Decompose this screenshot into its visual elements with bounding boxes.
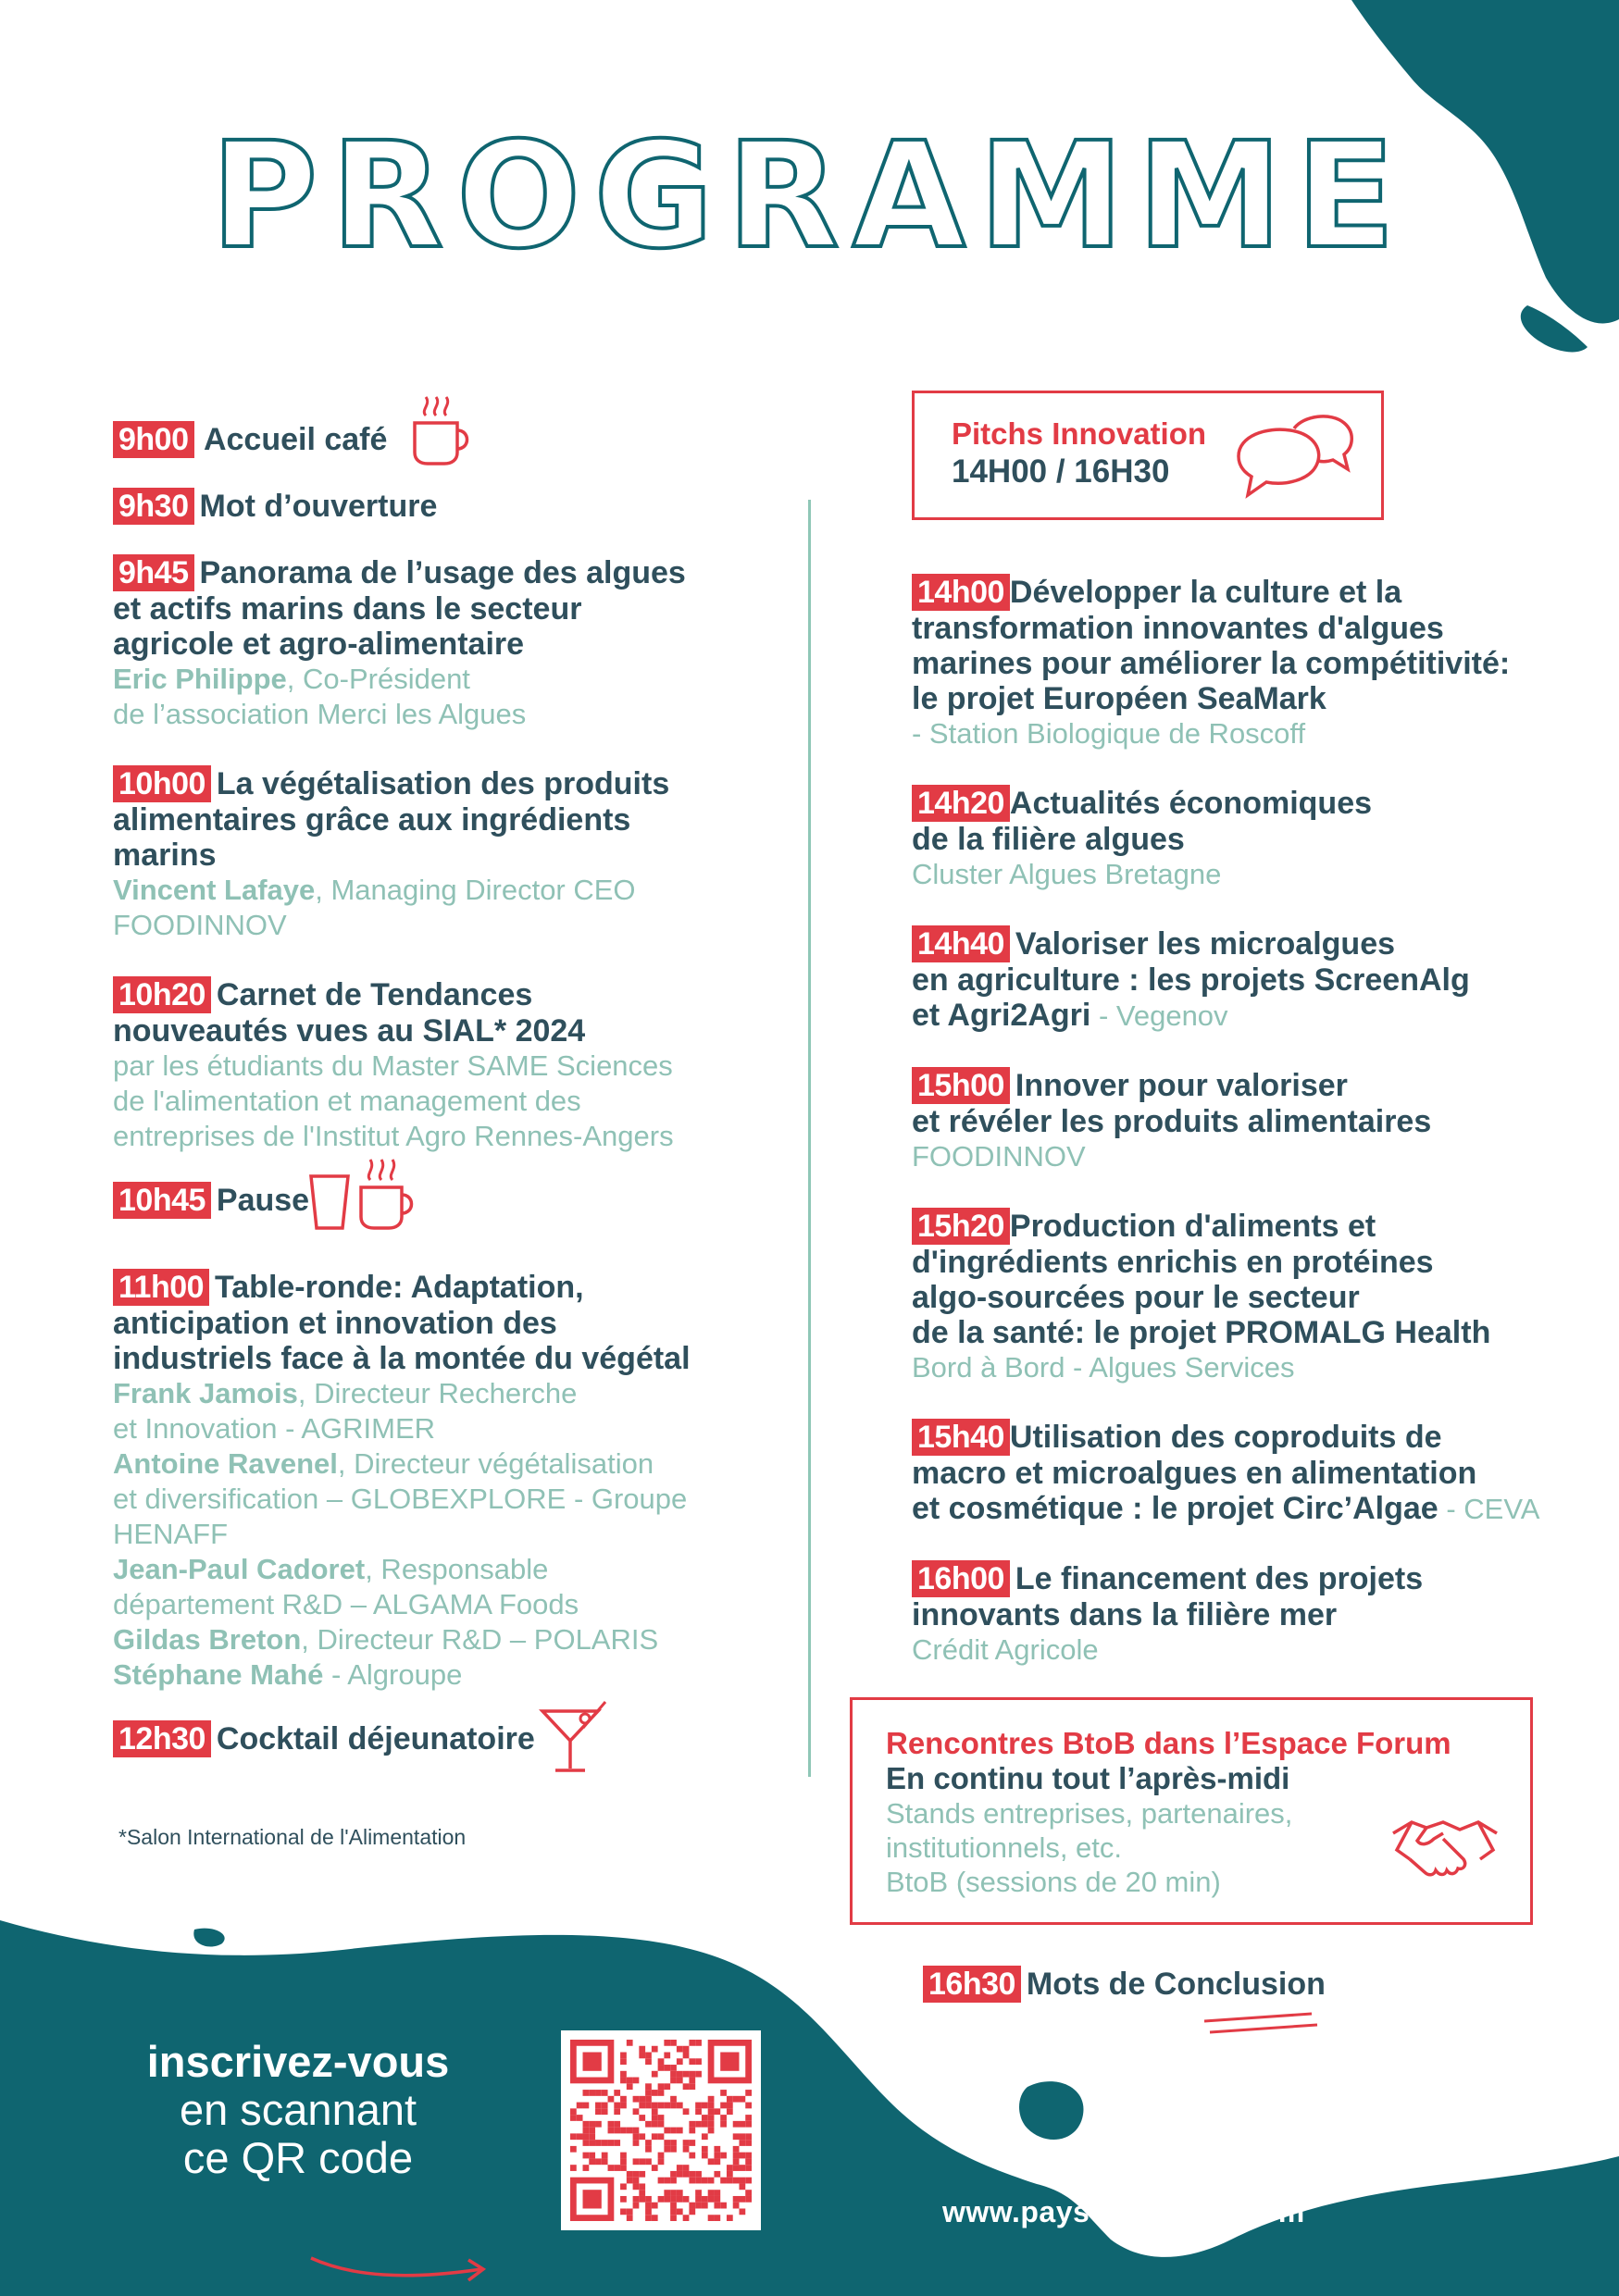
- speaker-role: HENAFF: [113, 1518, 228, 1550]
- item-title-line: industriels face à la montée du végétal: [113, 1341, 691, 1376]
- item-title: Mot d’ouverture: [199, 489, 438, 524]
- item-title-line: Valoriser les microalgues: [1015, 926, 1396, 962]
- organisation: - Station Biologique de Roscoff: [912, 717, 1306, 750]
- btob-title: Rencontres BtoB dans l’Espace Forum: [886, 1726, 1451, 1760]
- afternoon-schedule: [912, 574, 1560, 1668]
- time-badge: 10h45: [113, 1182, 211, 1219]
- item-title-line: Utilisation des coproduits de: [1009, 1420, 1442, 1455]
- organisation: Bord à Bord - Algues Services: [912, 1351, 1295, 1384]
- item-title-line: et Agri2Agri: [912, 998, 1091, 1033]
- item-title-line: alimentaires grâce aux ingrédients: [113, 802, 631, 838]
- item-title-line: de la filière algues: [912, 822, 1185, 857]
- btob-detail: BtoB (sessions de 20 min): [886, 1866, 1221, 1898]
- time-badge: 16h00: [912, 1560, 1010, 1597]
- qr-code-pattern: [570, 2040, 752, 2221]
- item-title-line: marins: [113, 838, 217, 873]
- item-title-line: Développer la culture et la: [1009, 575, 1402, 610]
- speaker-name: Jean-Paul Cadoret: [113, 1553, 366, 1585]
- schedule-item-14h40: [912, 925, 1560, 1034]
- speaker-role: et diversification – GLOBEXPLORE - Groupe: [113, 1483, 688, 1515]
- speaker-role: , Managing Director CEO: [315, 874, 636, 906]
- cta-line: inscrivez-vous: [146, 2037, 450, 2086]
- speaker-role: de l'alimentation et management des: [113, 1085, 581, 1117]
- item-title-line: et cosmétique : le projet Circ’Algae: [912, 1491, 1438, 1526]
- speaker-name: Stéphane Mahé: [113, 1658, 324, 1691]
- speaker-role: , Directeur R&D – POLARIS: [301, 1623, 659, 1656]
- speaker-role: , Directeur Recherche: [297, 1377, 578, 1409]
- time-badge: 12h30: [113, 1720, 211, 1757]
- schedule-item-11h00: [113, 1269, 742, 1693]
- speaker-name: Antoine Ravenel: [113, 1447, 338, 1480]
- schedule-item-9h00: [113, 421, 742, 458]
- time-badge: 10h00: [113, 765, 211, 802]
- speaker-role: de l’association Merci les Algues: [113, 698, 527, 730]
- item-title-line: d'ingrédients enrichis en protéines: [912, 1245, 1434, 1280]
- speaker-role: et Innovation - AGRIMER: [113, 1412, 436, 1445]
- register-call-to-action: [104, 2038, 492, 2182]
- footnote: *Salon International de l'Alimentation: [118, 1825, 467, 1849]
- speech-bubbles-icon: [1229, 410, 1359, 503]
- time-badge: 9h45: [113, 554, 194, 591]
- time-badge: 14h20: [912, 785, 1010, 822]
- time-badge: 14h00: [912, 574, 1010, 611]
- time-badge: 16h30: [923, 1966, 1021, 2003]
- item-title-line: agricole et agro-alimentaire: [113, 627, 525, 662]
- item-title-line: de la santé: le projet PROMALG Health: [912, 1315, 1491, 1350]
- time-badge: 15h40: [912, 1419, 1010, 1456]
- speaker-name: Eric Philippe: [113, 663, 287, 695]
- schedule-item-14h20: [912, 785, 1560, 892]
- item-title-line: La végétalisation des produits: [216, 766, 670, 801]
- item-title-line: en agriculture : les projets ScreenAlg: [912, 962, 1470, 998]
- coffee-cup-icon: [407, 391, 474, 465]
- speaker-name: Frank Jamois: [113, 1377, 298, 1409]
- item-title-line: innovants dans la filière mer: [912, 1597, 1338, 1632]
- glass-and-cup-icon: [307, 1150, 428, 1234]
- time-badge: 11h00: [113, 1269, 209, 1306]
- speaker-role: entreprises de l'Institut Agro Rennes-Angers: [113, 1120, 674, 1152]
- schedule-item-15h40: [912, 1419, 1560, 1527]
- pitch-time: 14H00 / 16H30: [952, 453, 1170, 490]
- schedule-item-16h00: [912, 1560, 1560, 1668]
- item-title-line: et révéler les produits alimentaires: [912, 1104, 1432, 1139]
- item-title-line: Panorama de l’usage des algues: [199, 555, 686, 590]
- schedule-item-10h00: [113, 765, 742, 943]
- time-badge: 15h00: [912, 1067, 1010, 1104]
- item-title: Cocktail déjeunatoire: [216, 1721, 535, 1756]
- column-divider: [808, 500, 811, 1777]
- speaker-role: , Responsable: [365, 1553, 549, 1585]
- item-title-line: Actualités économiques: [1009, 786, 1373, 821]
- item-title-line: Production d'aliments et: [1009, 1209, 1376, 1244]
- schedule-item-12h30: [113, 1720, 742, 1757]
- item-title-line: anticipation et innovation des: [113, 1306, 557, 1341]
- cocktail-glass-icon: [539, 1700, 613, 1776]
- organisation: Cluster Algues Bretagne: [912, 858, 1222, 890]
- qr-code[interactable]: [561, 2030, 761, 2230]
- speaker-role: département R&D – ALGAMA Foods: [113, 1588, 579, 1620]
- item-title: Pause: [216, 1183, 310, 1218]
- speaker-role: - Algroupe: [323, 1658, 463, 1691]
- handshake-icon: [1389, 1802, 1501, 1885]
- btob-detail: Stands entreprises, partenaires,: [886, 1797, 1293, 1830]
- item-title-line: Table-ronde: Adaptation,: [215, 1270, 584, 1305]
- item-title-line: marines pour améliorer la compétitivité:: [912, 646, 1511, 681]
- item-title-line: macro et microalgues en alimentation: [912, 1456, 1477, 1491]
- item-title-line: Carnet de Tendances: [216, 977, 533, 1012]
- item-title-line: le projet Européen SeaMark: [912, 681, 1326, 716]
- time-badge: 10h20: [113, 976, 211, 1013]
- schedule-item-15h20: [912, 1208, 1560, 1385]
- pitch-innovation-box: [912, 391, 1384, 520]
- btob-subtitle: En continu tout l’après-midi: [886, 1761, 1290, 1795]
- item-title-line: nouveautés vues au SIAL* 2024: [113, 1013, 586, 1049]
- speaker-role: par les étudiants du Master SAME Sciences: [113, 1049, 673, 1082]
- organisation: FOODINNOV: [912, 1140, 1086, 1173]
- time-badge: 9h30: [113, 488, 194, 525]
- item-title-line: algo-sourcées pour le secteur: [912, 1280, 1360, 1315]
- speaker-role: , Co-Président: [286, 663, 470, 695]
- speaker-role: FOODINNOV: [113, 909, 287, 941]
- speaker-name: Vincent Lafaye: [113, 874, 316, 906]
- schedule-item-15h00: [912, 1067, 1560, 1174]
- btob-detail: institutionnels, etc.: [886, 1831, 1123, 1864]
- organisation: Crédit Agricole: [912, 1633, 1099, 1666]
- item-title-line: transformation innovantes d'algues: [912, 611, 1444, 646]
- speaker-role: , Directeur végétalisation: [337, 1447, 654, 1480]
- schedule-item-9h30: [113, 488, 742, 525]
- time-badge: 14h40: [912, 925, 1010, 962]
- btob-meetings-box: [850, 1697, 1533, 1925]
- organisation: - CEVA: [1438, 1493, 1540, 1525]
- schedule-item-10h45: [113, 1182, 742, 1219]
- item-title: Mots de Conclusion: [1026, 1967, 1326, 2002]
- page-title: PROGRAMME: [210, 111, 1409, 281]
- item-title-line: et actifs marins dans le secteur: [113, 591, 582, 627]
- underline-scribble-icon: [1201, 2008, 1321, 2036]
- schedule-item-10h20: [113, 976, 742, 1154]
- time-badge: 9h00: [113, 421, 194, 458]
- cta-line: en scannant: [179, 2085, 417, 2134]
- item-title-line: Innover pour valoriser: [1015, 1068, 1348, 1103]
- item-title: Accueil café: [203, 422, 388, 457]
- website-url[interactable]: www.paysdemorlaix.com: [942, 2195, 1305, 2228]
- pitch-title: Pitchs Innovation: [952, 416, 1207, 451]
- organisation: - Vegenov: [1090, 999, 1228, 1032]
- arrow-right-icon: [305, 2240, 491, 2295]
- cta-line: ce QR code: [182, 2133, 414, 2182]
- item-title-line: Le financement des projets: [1015, 1561, 1424, 1596]
- morning-schedule: [113, 421, 742, 1757]
- time-badge: 15h20: [912, 1208, 1010, 1245]
- speaker-name: Gildas Breton: [113, 1623, 302, 1656]
- schedule-item-16h30: [923, 1966, 1326, 2003]
- schedule-item-14h00: [912, 574, 1560, 751]
- schedule-item-9h45: [113, 554, 742, 732]
